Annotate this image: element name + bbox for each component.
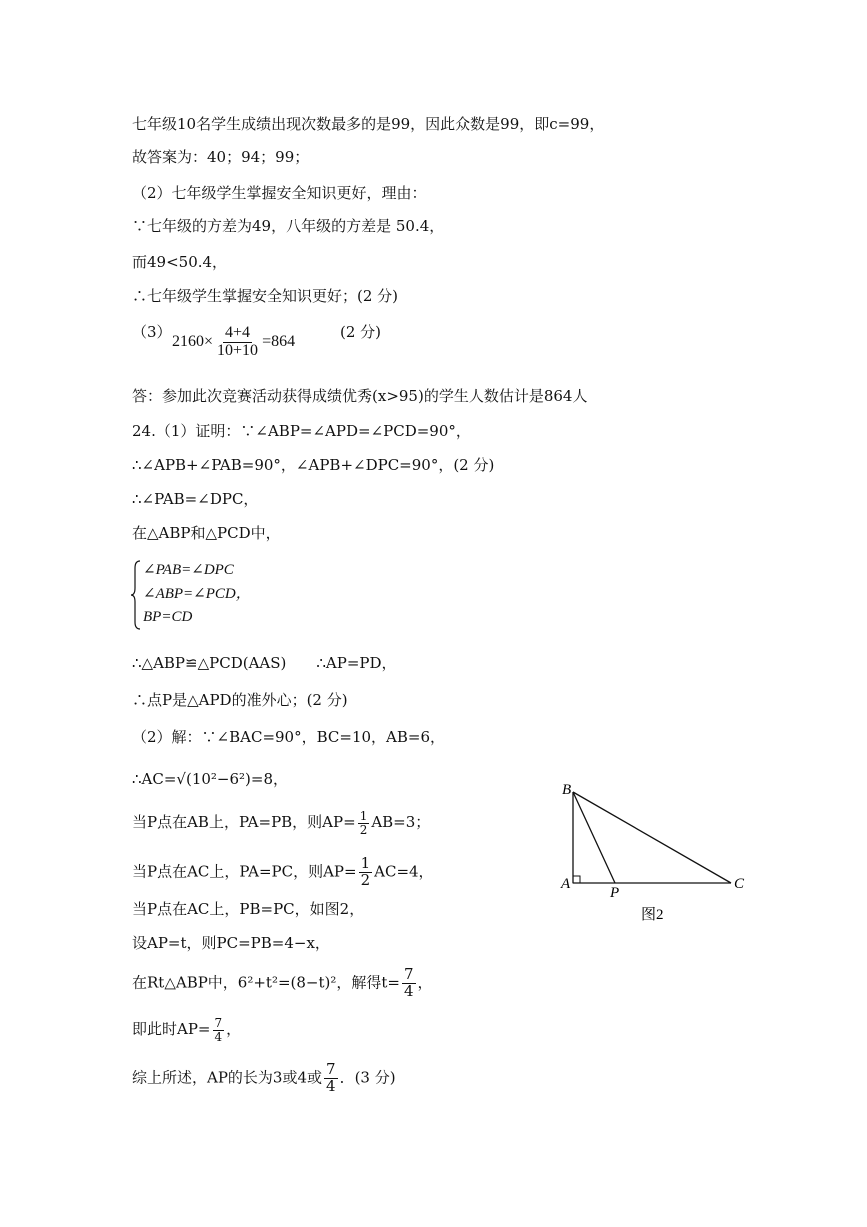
part3-formula — [172, 325, 295, 360]
figure-caption: 图2 — [641, 907, 664, 923]
formula-fraction — [215, 325, 260, 360]
right-angle-mark — [573, 876, 580, 883]
fraction-numerator: 7 — [326, 1060, 336, 1078]
case-ac-text: 当P点在AC上，PA=PC，则AP= — [132, 862, 357, 881]
text-line-conclusion: ∴七年级学生掌握安全知识更好；(2 分) — [132, 287, 399, 305]
part3-prefix: （3） — [132, 323, 172, 341]
system-line-2: ∠ABP=∠PCD， — [143, 586, 251, 602]
system-line-3: BP=CD — [143, 609, 193, 625]
label-b: B — [562, 782, 572, 798]
summary-fraction — [324, 1062, 338, 1095]
formula-coefficient: 2160× — [172, 332, 214, 350]
ap-value-end: ， — [226, 1020, 242, 1039]
text-line-congruence: ∴△ABP≌△PCD(AAS) ∴AP=PD， — [132, 654, 397, 672]
text-line-part2-heading: （2）七年级学生掌握安全知识更好，理由： — [132, 184, 427, 202]
case-ab-result: AB=3； — [371, 813, 431, 832]
pythagoras-text: 在Rt△ABP中，6²+t²=(8−t)²，解得t= — [132, 973, 400, 992]
label-c: C — [734, 876, 745, 892]
case-ac-fraction — [359, 856, 373, 889]
case-ac-result: AC=4， — [374, 862, 434, 881]
text-line-pythagoras — [132, 967, 433, 1000]
case-ab-fraction — [358, 810, 370, 836]
segment-bp — [573, 792, 615, 883]
text-line-let-ap: 设AP=t，则PC=PB=4−x， — [132, 934, 330, 952]
label-p: P — [610, 885, 620, 901]
case-ab-text: 当P点在AB上，PA=PB，则AP= — [132, 813, 356, 832]
text-line-ap-value — [132, 1017, 241, 1043]
label-a: A — [561, 876, 571, 892]
part3-score: (2 分) — [340, 323, 382, 341]
system-line-1: ∠PAB=∠DPC — [143, 562, 234, 578]
segment-bc — [573, 792, 731, 883]
text-line-ac-length: ∴AC=√(10²−6²)=8， — [132, 770, 289, 788]
ap-value-fraction — [213, 1017, 225, 1043]
fraction-numerator: 1 — [360, 854, 371, 872]
text-line-quasi-circumcenter: ∴点P是△APD的准外心；(2 分) — [132, 691, 348, 709]
text-line-summary — [132, 1062, 396, 1095]
text-line-q24-proof: 24.（1）证明：∵∠ABP=∠APD=∠PCD=90°， — [132, 422, 471, 440]
text-line-case-ab — [132, 810, 430, 836]
summary-end: ．(3 分) — [339, 1068, 396, 1087]
pythagoras-end: ， — [417, 973, 433, 992]
text-line-angle-sum: ∴∠APB+∠PAB=90°，∠APB+∠DPC=90°，(2 分) — [132, 456, 495, 474]
fraction-denominator: 2 — [360, 870, 371, 889]
text-line-case-pb-pc: 当P点在AC上，PB=PC，如图2， — [132, 900, 365, 918]
text-line-answer: 故答案为：40；94；99； — [132, 148, 310, 166]
text-line-part2-solution: （2）解：∵∠BAC=90°，BC=10，AB=6， — [132, 728, 446, 746]
text-line-mode-result: 七年级10名学生成绩出现次数最多的是99，因此众数是99，即c=99， — [132, 115, 605, 133]
text-line-variance: ∵七年级的方差为49，八年级的方差是 50.4， — [132, 217, 445, 235]
ap-value-text: 即此时AP= — [132, 1020, 211, 1039]
fraction-denominator: 4 — [326, 1076, 336, 1095]
system-brace — [131, 560, 141, 630]
fraction-numerator: 7 — [404, 965, 414, 983]
text-line-case-ac — [132, 856, 434, 889]
fraction-denominator: 4 — [404, 981, 414, 1000]
fraction-numerator: 1 — [359, 809, 368, 823]
text-line-part3 — [132, 322, 172, 342]
text-line-estimate: 答：参加此次竞赛活动获得成绩优秀(x>95)的学生人数估计是864人 — [132, 387, 588, 405]
figure-2 — [555, 775, 765, 930]
fraction-denominator: 2 — [359, 822, 368, 837]
text-line-compare: 而49<50.4， — [132, 253, 228, 271]
text-line-triangles: 在△ABP和△PCD中， — [132, 524, 281, 542]
fraction-numerator: 4+4 — [225, 324, 251, 341]
fraction-denominator: 4 — [214, 1029, 223, 1044]
summary-text: 综上所述，AP的长为3或4或 — [132, 1068, 323, 1087]
fraction-denominator: 10+10 — [217, 341, 259, 359]
text-line-angle-equal: ∴∠PAB=∠DPC， — [132, 490, 259, 508]
fraction-numerator: 7 — [214, 1016, 223, 1030]
formula-result: =864 — [262, 332, 296, 350]
pythagoras-fraction — [402, 967, 416, 1000]
